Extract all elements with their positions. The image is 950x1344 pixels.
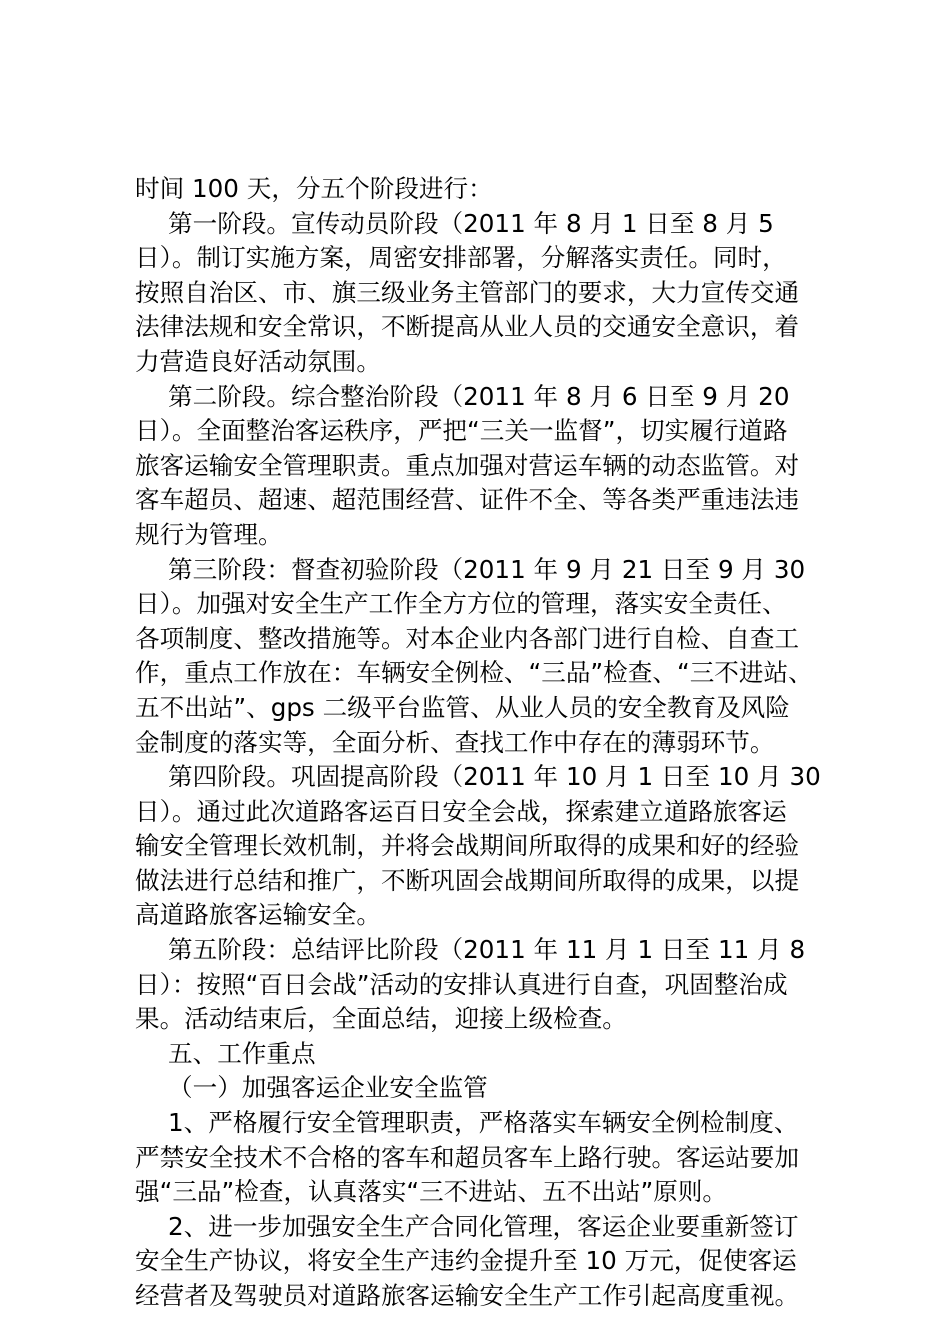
text-line: 高道路旅客运输安全。	[135, 900, 381, 930]
text-line: 客车超员、超速、超范围经营、证件不全、等各类严重违法违	[135, 485, 800, 515]
stage-five-heading-line: 第五阶段：总结评比阶段（2011 年 11 月 1 日至 11 月 8	[168, 935, 806, 965]
text-line: 金制度的落实等，全面分析、查找工作中存在的薄弱环节。	[135, 727, 775, 757]
stage-three-heading-line: 第三阶段：督查初验阶段（2011 年 9 月 21 日至 9 月 30	[168, 554, 806, 584]
text-line: 作，重点工作放在：车辆安全例检、“三品”检查、“三不进站、	[135, 658, 813, 688]
text-line: 按照自治区、市、旗三级业务主管部门的要求，大力宣传交通	[135, 277, 800, 307]
text-line: 法律法规和安全常识，不断提高从业人员的交通安全意识，着	[135, 312, 800, 342]
item-one-line: 1、严格履行安全管理职责，严格落实车辆安全例检制度、	[168, 1108, 799, 1138]
text-line: 日）。全面整治客运秩序，严把“三关一监督”，切实履行道路	[135, 416, 788, 446]
text-line: 安全生产协议，将安全生产违约金提升至 10 万元，促使客运	[135, 1246, 797, 1276]
text-line: 严禁安全技术不合格的客车和超员客车上路行驶。客运站要加	[135, 1142, 800, 1172]
item-two-line: 2、进一步加强安全生产合同化管理，客运企业要重新签订	[168, 1211, 799, 1241]
text-line: 日）。制订实施方案，周密安排部署，分解落实责任。同时，	[135, 243, 787, 273]
text-line: 输安全管理长效机制，并将会战期间所取得的成果和好的经验	[135, 831, 800, 861]
text-line: 时间 100 天，分五个阶段进行：	[135, 174, 493, 203]
section-heading: 五、工作重点	[168, 1038, 316, 1068]
stage-one-heading-line: 第一阶段。宣传动员阶段（2011 年 8 月 1 日至 8 月 5	[168, 208, 774, 238]
text-line: 强“三品”检查，认真落实“三不进站、五不出站”原则。	[135, 1177, 728, 1207]
text-line: 日）。加强对安全生产工作全方方位的管理，落实安全责任、	[135, 589, 787, 619]
text-line: 规行为管理。	[135, 519, 283, 549]
text-line: 五不出站”、gps 二级平台监管、从业人员的安全教育及风险	[135, 692, 790, 722]
text-line: 旅客运输安全管理职责。重点加强对营运车辆的动态监管。对	[135, 450, 800, 480]
subsection-heading: （一）加强客运企业安全监管	[168, 1073, 488, 1103]
text-line: 日）。通过此次道路客运百日安全会战，探索建立道路旅客运	[135, 796, 787, 826]
text-line: 经营者及驾驶员对道路旅客运输安全生产工作引起高度重视。	[135, 1281, 800, 1310]
text-line: 果。活动结束后，全面总结，迎接上级检查。	[135, 1004, 627, 1034]
stage-two-heading-line: 第二阶段。综合整治阶段（2011 年 8 月 6 日至 9 月 20	[168, 381, 790, 411]
stage-four-heading-line: 第四阶段。巩固提高阶段（2011 年 10 月 1 日至 10 月 30	[168, 762, 821, 792]
text-line: 做法进行总结和推广，不断巩固会战期间所取得的成果，以提	[135, 865, 800, 895]
text-line: 力营造良好活动氛围。	[135, 346, 381, 376]
document-body	[135, 172, 835, 1314]
text-line: 日）：按照“百日会战”活动的安排认真进行自查，巩固整治成	[135, 969, 788, 999]
text-line: 各项制度、整改措施等。对本企业内各部门进行自检、自查工	[135, 623, 800, 653]
